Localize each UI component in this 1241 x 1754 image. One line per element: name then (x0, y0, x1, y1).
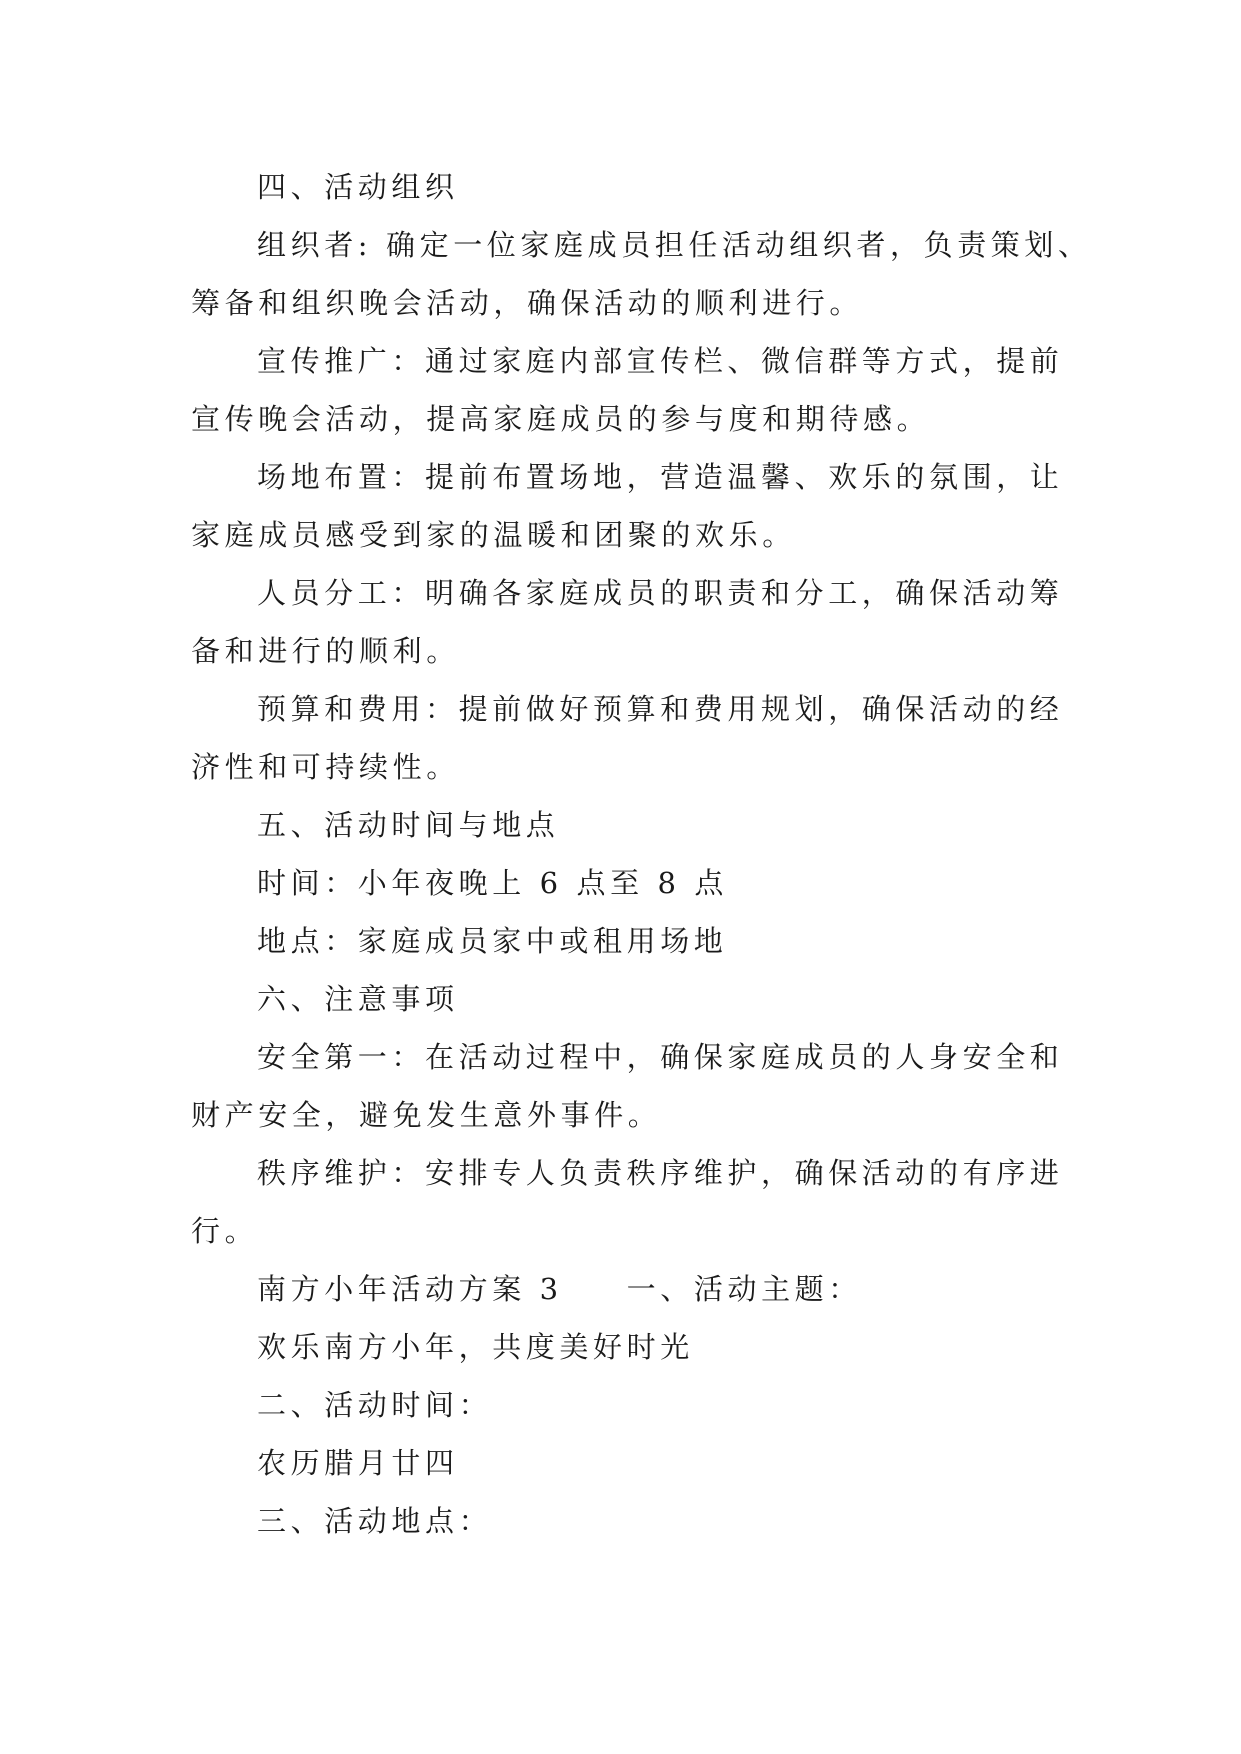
paragraph-line: 人员分工：明确各家庭成员的职责和分工，确保活动筹 (257, 576, 1064, 610)
paragraph-line: 组织者: 确定一位家庭成员担任活动组织者，负责策划、 (257, 228, 1092, 262)
paragraph-line: 时间：小年夜晚上 6 点至 8 点 (257, 866, 728, 900)
paragraph-line: 秩序维护：安排专人负责秩序维护，确保活动的有序进 (257, 1156, 1064, 1190)
paragraph-line: 宣传晚会活动，提高家庭成员的参与度和期待感。 (191, 402, 931, 436)
section-heading: 一、活动主题： (626, 1272, 862, 1306)
section-heading: 四、活动组织 (257, 170, 459, 204)
paragraph-line: 筹备和组织晚会活动，确保活动的顺利进行。 (191, 286, 864, 320)
paragraph-line: 预算和费用：提前做好预算和费用规划，确保活动的经 (257, 692, 1064, 726)
plan-title-line (191, 1260, 1051, 1318)
section-heading: 二、活动时间： (257, 1388, 493, 1422)
section-heading: 三、活动地点： (257, 1504, 493, 1538)
section-heading: 五、活动时间与地点 (257, 808, 560, 842)
paragraph-line: 农历腊月廿四 (257, 1446, 459, 1480)
paragraph-line: 安全第一：在活动过程中，确保家庭成员的人身安全和 (257, 1040, 1064, 1074)
paragraph-line: 欢乐南方小年，共度美好时光 (257, 1330, 694, 1364)
paragraph-line: 场地布置：提前布置场地，营造温馨、欢乐的氛围，让 (257, 460, 1064, 494)
paragraph-line: 家庭成员感受到家的温暖和团聚的欢乐。 (191, 518, 796, 552)
paragraph-line: 宣传推广：通过家庭内部宣传栏、微信群等方式，提前 (257, 344, 1064, 378)
section-heading: 六、注意事项 (257, 982, 459, 1016)
document-body (191, 158, 1092, 1550)
paragraph-line: 行。 (191, 1214, 259, 1248)
paragraph-line: 地点：家庭成员家中或租用场地 (257, 924, 728, 958)
paragraph-line: 财产安全，避免发生意外事件。 (191, 1098, 662, 1132)
plan-title: 南方小年活动方案 3 (257, 1272, 563, 1306)
paragraph-line: 备和进行的顺利。 (191, 634, 460, 668)
paragraph-line: 济性和可持续性。 (191, 750, 460, 784)
